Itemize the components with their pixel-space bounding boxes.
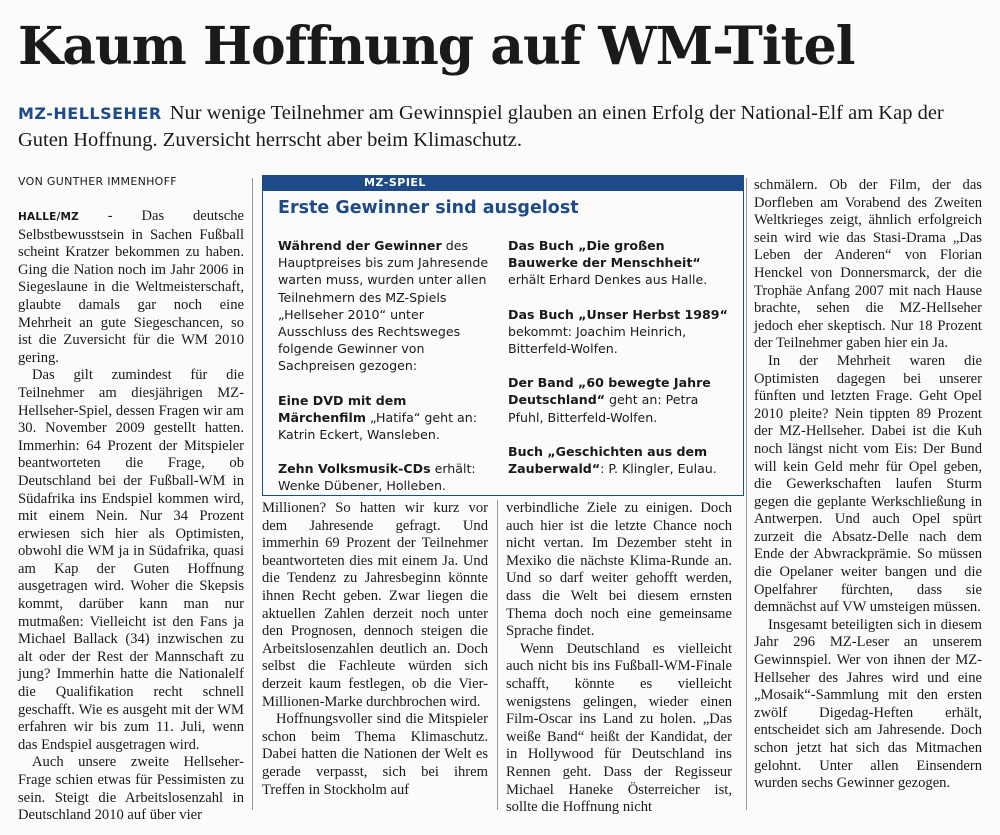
winner-item: Das Buch „Die großen Bauwerke der Menschheit“ erhält Erhard Denkes aus Halle.	[508, 238, 708, 288]
headline: Kaum Hoffnung auf WM-Titel	[18, 16, 855, 77]
paragraph: In der Mehrheit waren die Optimisten dagegen bei unserer fünften und letzten Frage. Geht Opel 2010 pleite? Nein tippten 89 Prozent der MZ-Hellseher. Dabei ist die Kuh noch längst nicht vom Eis: Der Bund will kein Geld mehr für Opel geben, die Gewerkschaften laufen Sturm gegen die geplante Werkschließung in Antwerpen. Und auch Opel spürt zurzeit die Absatz-Delle nach dem Ende der Abwrackprämie. So müssen die Opelaner weiter bangen und die Opelfahrer fürchten, dass sie demnächst auf VW umsteigen müssen.	[754, 352, 982, 616]
paragraph: Auch unsere zweite Hellseher-Frage schien etwas für Pessimisten zu sein. Steigt die Arbeitslosenzahl in Deutschland 2010 auf über vier	[18, 754, 244, 824]
info-box-right-column	[508, 237, 730, 494]
winner-item: Buch „Geschichten aus dem Zauberwald“: P. Klingler, Eulau.	[508, 443, 717, 477]
kicker: MZ-HELLSEHER	[18, 104, 162, 123]
column-rule	[252, 178, 253, 810]
paragraph: Hoffnungsvoller sind die Mitspieler schon beim Thema Klimaschutz. Dabei hatten die Nationen der Welt es gerade verpasst, sich bei ihrem Treffen in Stockholm auf	[262, 711, 488, 798]
article-column-2	[262, 500, 488, 799]
article-column-4	[754, 177, 982, 793]
paragraph: HALLE/MZ - Das deutsche Selbstbewusstsein in Sachen Fußball scheint Kratzer bekommen zu haben. Ging die Nation noch im Jahr 2006 in Siegeslaune in die Weltmeisterschaft, glaubte damals gar noch eine Mehrheit an gute Siegeschancen, so ist die Zuversicht für die WM 2010 gering.	[18, 208, 244, 366]
paragraph: Wenn Deutschland es vielleicht auch nicht bis ins Fußball-WM-Finale schafft, könnte es vielleicht wenigstens gelingen, wieder einen Film-Oscar ins Land zu holen. „Das weiße Band“ heißt der Kandidat, der in Hollywood für Deutschland ins Rennen geht. Dass der Regisseur Michael Haneke Österreicher ist, sollte die Hoffnung nicht	[506, 640, 732, 816]
column-rule	[497, 500, 498, 810]
paragraph: Das gilt zumindest für die Teilnehmer am diesjährigen MZ-Hellseher-Spiel, dessen Fragen wir am 30. November 2009 gestellt hatten. Immerhin: 64 Prozent der Mitspieler beantworteten die Frage, ob Deutschland bei der Fußball-WM in Südafrika ins Endspiel kommen wird, mit einem Nein. Nur 34 Prozent erwiesen sich hier als Optimisten, obwohl die WM ja in Südafrika, quasi am Kap der Guten Hoffnung ausgetragen wird. Woher die Skepsis kommt, darüber kann man nur mutmaßen: Vielleicht ist den Fans ja Michael Ballack (34) inzwischen zu alt oder der Rest der Mannschaft zu jung? Immerhin hatte die Nationalelf die Qualifikation recht schnell geschafft. Wie es ausgeht mit der WM erfahren wir bis zum 11. Juli, wenn das Endspiel ausgetragen wird.	[18, 367, 244, 753]
paragraph: verbindliche Ziele zu einigen. Doch auch hier ist die letzte Chance noch nicht vertan. Im Dezember steht in Mexiko die nächste Klima-Runde an. Und so darf weiter gehofft werden, dass die Welt bei diesem ernsten Thema doch noch eine gemeinsame Sprache findet.	[506, 500, 732, 640]
subheadline-block	[18, 100, 983, 154]
winner-item: Das Buch „Unser Herbst 1989“ bekommt: Joachim Heinrich, Bitterfeld-Wolfen.	[508, 306, 728, 357]
author-byline: VON GUNTHER IMMENHOFF	[18, 175, 177, 188]
winner-item: Eine DVD mit dem Märchenfilm „Hatifa“ geht an: Katrin Eckert, Wansleben.	[278, 392, 477, 443]
article-column-3	[506, 500, 732, 817]
info-box-left-column	[278, 237, 490, 512]
info-box-title: Erste Gewinner sind ausgelost	[278, 198, 579, 218]
article-column-1	[18, 208, 244, 825]
paragraph: schmälern. Ob der Film, der das Dorfleben am Vorabend des Zweiten Weltkrieges zeigt, ähnlich erfolgreich sein wird wie das Stasi-Drama „Das Leben der Anderen“ von Florian Henckel von Donnersmarck, der die Trophäe Anfang 2007 mit nach Hause brachte, sehen die MZ-Hellseher jedoch eher skeptisch. Nur 18 Prozent der Teilnehmer gaben hier ein Ja.	[754, 177, 982, 352]
paragraph: Millionen? So hatten wir kurz vor dem Jahresende gefragt. Und immerhin 69 Prozent der Teilnehmer beantworteten dies mit einem Ja. Und die Tendenz zu Jahresbeginn könnte ihnen Recht geben. Zwar liegen die aktuellen Zahlen derzeit noch unter den Prognosen, dennoch steigen die Arbeitslosenzahlen deutlich an. Doch selbst die Fachleute würden sich derzeit kaum festlegen, ob die Vier-Millionen-Marke durchbrochen wird.	[262, 500, 488, 710]
info-box-tag: MZ-SPIEL	[364, 176, 426, 189]
column-rule	[746, 178, 747, 810]
subheadline: Nur wenige Teilnehmer am Gewinnspiel glauben an einen Erfolg der National-Elf am Kap der Guten Hoffnung. Zuversicht herrscht aber beim Klimaschutz.	[18, 102, 944, 151]
info-box-bar	[262, 175, 744, 191]
winner-item: Zehn Volksmusik-CDs erhält: Wenke Dübener, Holleben.	[278, 461, 476, 494]
dateline: HALLE/MZ	[18, 211, 79, 223]
paragraph: Insgesamt beteiligten sich in diesem Jahr 296 MZ-Leser an unserem Gewinnspiel. Wer von ihnen der MZ-Hellseher des Jahres wird und eine „Mosaik“-Sammlung mit den ersten zwölf Digedag-Heften erhält, entscheidet sich am Jahresende. Doch schon jetzt hat sich das Mitmachen gelohnt. Unter allen Einsendern wurden sechs Gewinner gezogen.	[754, 616, 982, 792]
winner-item: Der Band „60 bewegte Jahre Deutschland“ geht an: Petra Pfuhl, Bitterfeld-Wolfen.	[508, 375, 711, 425]
winner-item: Während der Gewinner des Hauptpreises bis zum Jahresende warten muss, wurden unter allen Teilnehmern des MZ-Spiels „Hellseher 2010“ unter Ausschluss des Rechtsweges folgende Gewinner von Sachpreisen gezogen:	[278, 238, 489, 374]
